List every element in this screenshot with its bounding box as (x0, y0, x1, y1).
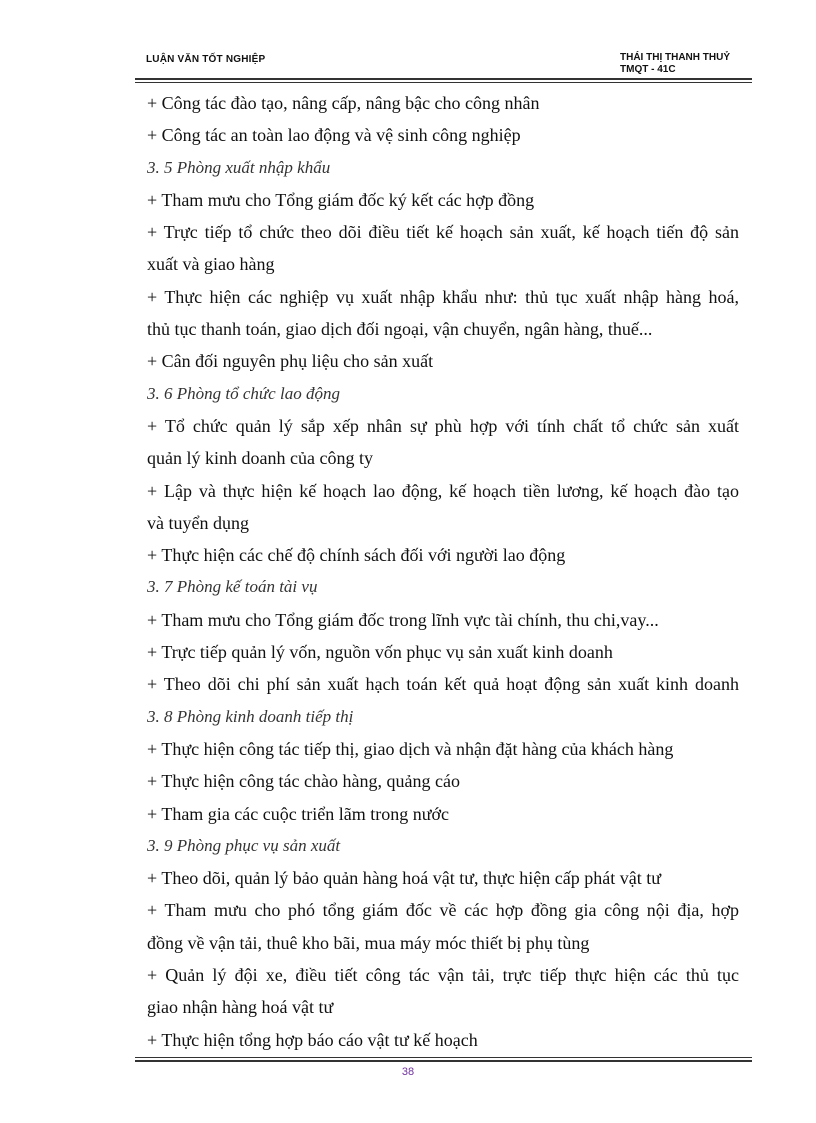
text-line: giao nhận hàng hoá vật tư (147, 997, 334, 1018)
text-line: + Tham mưu cho phó tổng giám đốc về các hợp đồng gia công nội địa, hợp (147, 900, 739, 921)
footer-rule (135, 1057, 752, 1062)
header-author-name: THÁI THỊ THANH THUỶ (620, 52, 730, 63)
text-line: thủ tục thanh toán, giao dịch đối ngoại, vận chuyển, ngân hàng, thuế... (147, 319, 653, 340)
text-line: xuất và giao hàng (147, 254, 275, 275)
text-line: + Tham mưu cho Tổng giám đốc trong lĩnh vực tài chính, thu chi,vay... (147, 609, 659, 630)
text-line: + Thực hiện các nghiệp vụ xuất nhập khẩu như: thủ tục xuất nhập hàng hoá, (147, 286, 739, 307)
section-heading: 3. 8 Phòng kinh doanh tiếp thị (147, 706, 354, 726)
text-line: + Thực hiện các chế độ chính sách đối với người lao động (147, 545, 566, 566)
text-line: + Tham gia các cuộc triển lãm trong nước (147, 803, 449, 824)
body-text (147, 87, 739, 1056)
header-thesis-title: LUẬN VĂN TỐT NGHIỆP (146, 54, 266, 65)
text-line: + Tham mưu cho Tổng giám đốc ký kết các hợp đồng (147, 189, 535, 210)
text-line: + Thực hiện tổng hợp báo cáo vật tư kế hoạch (147, 1029, 478, 1050)
text-line: quản lý kinh doanh của công ty (147, 448, 373, 469)
section-heading: 3. 9 Phòng phục vụ sản xuất (147, 835, 341, 855)
text-line: + Quản lý đội xe, điều tiết công tác vận tải, trực tiếp thực hiện các thủ tục (147, 965, 739, 986)
header-author-class: TMQT - 41C (620, 64, 676, 75)
section-heading: 3. 7 Phòng kế toán tài vụ (147, 577, 318, 597)
text-line: + Thực hiện công tác chào hàng, quảng cáo (147, 771, 460, 792)
text-line: + Thực hiện công tác tiếp thị, giao dịch và nhận đặt hàng của khách hàng (147, 738, 674, 759)
text-line: + Công tác an toàn lao động và vệ sinh công nghiệp (147, 125, 521, 146)
text-line: + Lập và thực hiện kế hoạch lao động, kế hoạch tiền lương, kế hoạch đào tạo (147, 480, 739, 501)
page-number: 38 (401, 1066, 415, 1078)
section-heading: 3. 6 Phòng tổ chức lao động (147, 383, 340, 403)
page-header (135, 52, 752, 76)
text-line: + Cân đối nguyên phụ liệu cho sản xuất (147, 351, 434, 372)
text-line: đồng về vận tải, thuê kho bãi, mua máy móc thiết bị phụ tùng (147, 932, 590, 953)
text-line: + Theo dõi chi phí sản xuất hạch toán kết quả hoạt động sản xuất kinh doanh (147, 674, 739, 695)
text-line: + Tổ chức quản lý sắp xếp nhân sự phù hợp với tính chất tổ chức sản xuất (147, 415, 739, 436)
section-heading: 3. 5 Phòng xuất nhập khẩu (147, 157, 331, 177)
header-rule (135, 78, 752, 83)
text-line: + Trực tiếp quản lý vốn, nguồn vốn phục vụ sản xuất kinh doanh (147, 642, 613, 663)
text-line: + Trực tiếp tổ chức theo dõi điều tiết kế hoạch sản xuất, kế hoạch tiến độ sản (147, 222, 739, 243)
text-line: + Theo dõi, quản lý bảo quản hàng hoá vật tư, thực hiện cấp phát vật tư (147, 868, 661, 889)
header-author (620, 52, 730, 76)
text-line: và tuyển dụng (147, 512, 249, 533)
text-line: + Công tác đào tạo, nâng cấp, nâng bậc cho công nhân (147, 93, 540, 113)
